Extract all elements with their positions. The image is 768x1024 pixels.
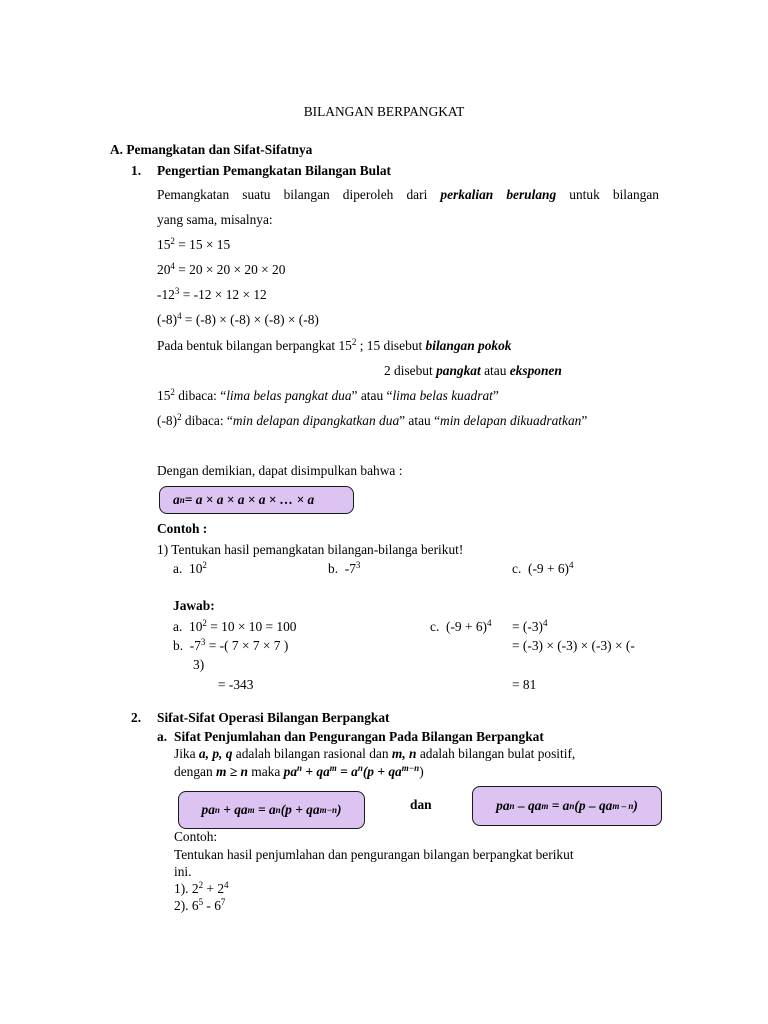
answer-b-result: = -343 (218, 677, 254, 692)
reading-example-1: $15^2$ dibaca: “lima belas pangkat dua” atau “lima belas kuadrat” (157, 387, 499, 403)
subsection-2a-heading: Sifat Penjumlahan dan Pengurangan Pada Bilangan Berpangkat (174, 729, 544, 744)
example-2: $20^4 = 20 \times 20 \times 20 \times 20$ (157, 261, 286, 277)
page-title: BILANGAN BERPANGKAT (303, 104, 465, 119)
subsection-2-heading: Sifat-Sifat Operasi Bilangan Berpangkat (157, 710, 390, 725)
contoh-label: Contoh : (157, 521, 208, 536)
question-2-line1: Tentukan hasil penjumlahan dan pengurangan bilangan berpangkat berikut (174, 847, 574, 862)
example-4: $(-8)^4 = (-8) \times (-8) \times (-8) \times (-8)$ (157, 311, 319, 327)
question-1-item-b: b. $-7^3$ (328, 560, 361, 576)
pangkat-definition: 2 disebut pangkat atau eksponen (384, 363, 562, 378)
answer-c-result: = 81 (512, 677, 537, 692)
subsection-1-heading: Pengertian Pemangkatan Bilangan Bulat (157, 163, 391, 178)
dan-connector: dan (410, 797, 432, 812)
answer-b: b. $-7^3$ = -( 7 × 7 × 7 ) (173, 637, 289, 653)
formula-box-addition: pa n + qa m = a n (p + qa m−n ) (178, 791, 365, 829)
question-2-line2: ini. (174, 864, 192, 879)
contoh2-label: Contoh: (174, 829, 218, 844)
subsection-2a-number: a. (157, 729, 168, 744)
subsection-2-number: 2. (131, 710, 142, 725)
paragraph-intro-line2: yang sama, misalnya: (157, 212, 273, 227)
answer-c-step2: = (-3) × (-3) × (-3) × (- (512, 638, 635, 653)
section-a-heading: A. Pemangkatan dan Sifat-Sifatnya (110, 142, 313, 157)
pokok-definition: Pada bentuk bilangan berpangkat $15^2$ ; 15 disebut bilangan pokok (157, 337, 512, 353)
paragraph-intro: Pemangkatan suatu bilangan diperoleh dari perkalian berulang untuk bilangan (157, 187, 659, 202)
formula-box-subtraction: pa n – qa m = a n (p – qa m – n ) (472, 786, 662, 826)
answer-c: c. $(-9 + 6)^4$ (430, 618, 492, 634)
example-3: $-12^3 = -12 \times 12 \times 12$ (157, 286, 267, 302)
example-1: $15^2 = 15 \times 15$ (157, 236, 231, 252)
question-1-item-c: c. $(-9 + 6)^4$ (512, 560, 574, 576)
subsection-1-number: 1. (131, 163, 142, 178)
answer-c-step1: = $(-3)^4$ (512, 618, 548, 634)
conclusion-text: Dengan demikian, dapat disimpulkan bahwa : (157, 463, 403, 478)
question-2-item-1: 1). $2^2 + 2^4$ (174, 880, 229, 896)
formula-box-power-definition: a n = a × a × a × a × … × a (159, 486, 354, 514)
question-1: 1) Tentukan hasil pemangkatan bilangan-bilanga berikut! (157, 542, 464, 557)
rule-line-1: Jika a, p, q adalah bilangan rasional dan m, n adalah bilangan bulat positif, (174, 746, 576, 761)
rule-line-2: dengan m ≥ n maka $pa^n + qa^m = a^n(p + qa^{m-n})$ (174, 763, 424, 779)
jawab-label: Jawab: (173, 598, 215, 613)
question-1-item-a: a. $10^2$ (173, 560, 207, 576)
reading-example-2: $(-8)^2$ dibaca: “min delapan dipangkatkan dua” atau “min delapan dikuadratkan” (157, 412, 588, 428)
question-2-item-2: 2). $6^5 - 6^7$ (174, 897, 226, 913)
answer-a: a. $10^2 = 10 \times 10 = 100$ (173, 618, 297, 634)
answer-b-wrap: 3) (193, 657, 205, 672)
